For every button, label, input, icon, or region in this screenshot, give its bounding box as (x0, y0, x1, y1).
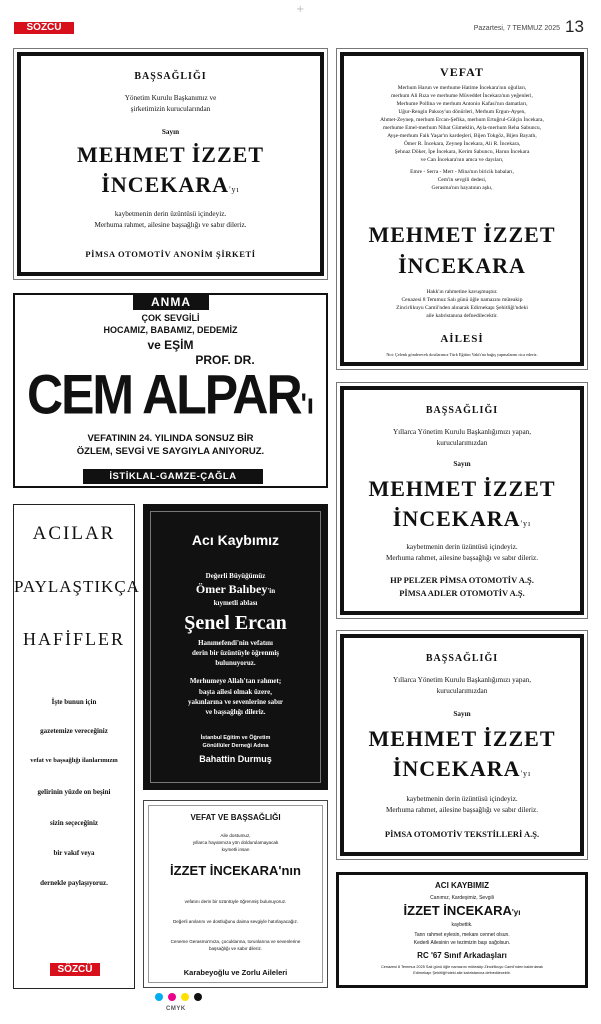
ad-text-line: vefat ve başsağlığı ilanlarımızın (30, 757, 118, 764)
deceased-name: MEHMET İZZET (368, 726, 556, 751)
ad-sub: kaybettik. (451, 922, 473, 928)
cmyk-label: CMYK (166, 1006, 186, 1012)
ad-title: VEFAT (440, 65, 484, 79)
magenta-dot-icon (168, 993, 176, 1001)
ad-line: ÇOK SEVGİLİ (141, 313, 200, 323)
ad-body: Merhuma rahmet, ailesine başsağlığı ve sabır dileriz. (94, 221, 247, 229)
ad-sayin: Sayın (453, 710, 471, 718)
ad-signature: PİMSA OTOMOTİV TEKSTİLLERİ A.Ş. (384, 829, 540, 839)
black-dot-icon (194, 993, 202, 1001)
ad-body: başsağlığı ve sabır dileriz. (208, 946, 263, 951)
ad-signature: Bahattin Durmuş (199, 754, 272, 764)
yellow-dot-icon (181, 993, 189, 1001)
deceased-surname: İNCEKARA (398, 253, 526, 278)
ad-intro: Yıllarca Yönetim Kurulu Başkanlığımızı yapan, (392, 428, 532, 436)
crosshair-icon: + (296, 4, 305, 15)
ad-memorial-cem-alpar (13, 293, 328, 488)
ad-text-line: bir vakıf veya (53, 849, 95, 857)
ad-title: BAŞSAĞLIĞI (134, 71, 207, 82)
ad-signature: PİMSA OTOMOTİV ANONİM ŞİRKETİ (85, 249, 256, 259)
ad-death-notice-family (336, 48, 588, 370)
ad-condolence-hp-pelzer (336, 382, 588, 619)
ad-intro: Yönetim Kurulu Başkanımız ve (124, 94, 217, 102)
ad-body: ÖZLEM, SEVGİ VE SAYGIYLA ANIYORUZ. (76, 446, 265, 457)
ad-intro: kıymetli ablası (213, 599, 258, 607)
ad-body: kaybetmenin derin üzüntüsü içindeyiz. (406, 543, 518, 551)
ad-condolence-pimsa-anonim (13, 48, 328, 280)
deceased-name: İZZET İNCEKARA'yı (403, 903, 521, 918)
deceased-surname: İNCEKARA'yı (101, 172, 240, 197)
ad-heading: ACILAR (32, 523, 116, 544)
ad-signature: İSTİKLAL-GAMZE-ÇAĞLA (83, 469, 263, 484)
header-date: Pazartesi, 7 TEMMUZ 2025 (473, 25, 560, 32)
ad-person: Ömer Balıbey'in (195, 582, 276, 596)
ad-signature: HP PELZER PİMSA OTOMOTİV A.Ş. (390, 575, 534, 585)
ad-text-line: sizin seçeceğiniz (49, 819, 98, 827)
ad-body: Merhuma rahmet, ailesine başsağlığı ve sabır dileriz. (385, 806, 539, 814)
ad-signature: Karabeyoğlu ve Zorlu Aileleri (183, 968, 288, 977)
ad-text-line: gelirinin yüzde on beşini (37, 788, 111, 796)
ad-signature: PİMSA ADLER OTOMOTİV A.Ş. (399, 588, 525, 598)
ad-body: VEFATININ 24. YILINDA SONSUZ BİR (87, 433, 254, 444)
ad-title: ANMA (133, 294, 209, 310)
ad-text-line: dernekle paylaşıyoruz. (40, 879, 108, 887)
ad-title: BAŞSAĞLIĞI (425, 653, 499, 664)
ad-intro: şirketimizin kurucularından (130, 105, 211, 113)
cmyk-color-marks (155, 993, 215, 1003)
ad-body: vefatını derin bir üzüntüyle öğrenmiş bulunuyoruz. (184, 899, 287, 904)
deceased-name: CEM ALPAR'ı (26, 363, 315, 426)
deceased-name: Şenel Ercan (184, 612, 287, 634)
ad-text-line: İşte bunun için (51, 698, 97, 706)
ad-signature: RC '67 Sınıf Arkadaşları (417, 951, 507, 960)
ad-body: Değerli anılarını ve dostluğunu daima sevgiyle hatırlayacağız. (172, 919, 299, 924)
ad-death-condolence-karabeyoglu (143, 800, 328, 988)
ad-title: BAŞSAĞLIĞI (425, 405, 499, 416)
deceased-name: MEHMET İZZET (368, 222, 556, 247)
ad-relatives: Merhum Harun ve merhume Hatime İncekara'nın oğulları, merhum Ali Rıza ve merhume Müveddet İncekara'nın yeğenleri, Merhume Pollina ve merhum Antonio Kafasi'nın damatları, Uğur-Rengin Paksoy'un dönürleri, Merhum Ergun-Ayşen, Ahmet-Zeynep, merhum Ercan-Şefika, merhum Ertuğrul-Gülçin İncekara, merhume Emel-merhum Nihat Gümeklin, Ayla-merhum Reha Sabuncu, Ayşe-merhum Faik Yaşar'ın kardeşleri, Bijen Tokgöz, Bijen Bayatlı, Ömer R. İncekara, Zeynep İncekara, Ali R. İncekara, Şehnaz Döker, İpe İncekara, Kerim Sabuncu, Harun İncekara ve Can İncekara'nın amca ve dayıları, Emre - Serra - Mert - Mina'nın biricik babaları, Cem'in sevgili dedesi, Gerasma'nın hayatının aşkı, (380, 85, 544, 191)
ad-intro: Yıllarca Yönetim Kurulu Başkanlığımızı yapan, (392, 676, 532, 684)
deceased-surname: İNCEKARA'yı (392, 506, 532, 531)
ad-prof-title: PROF. DR. (195, 353, 255, 367)
ad-title: VEFAT VE BAŞSAĞLIĞI (190, 813, 281, 822)
ad-loss-senel-ercan (143, 504, 328, 790)
ad-note: Cenazesi 8 Temmuz 2025 Salı günü öğle namazını müteakip Zincirlikuyu Camii'nden kaldırılarak Edirnekapı Şehitliği'ndeki aile kabristanına defnedilecektir. (381, 965, 543, 975)
deceased-name: İZZET İNCEKARA'nın (170, 863, 301, 878)
ad-sozcu-charity (13, 504, 140, 989)
funeral-info: Hakk'ın rahmetine kavuşmuştur. Cenazesi 8 Temmuz Salı günü öğle namazını müteakip Zincirlikuyu Camii'nden alınarak Edirnekapı Şehitliği'ndeki aile kabristanına defnedilecektir. (396, 289, 528, 319)
ad-loss-rc67 (336, 872, 588, 988)
ad-sayin: Sayın (161, 128, 180, 136)
ad-heading: HAFİFLER (22, 629, 125, 649)
ad-intro: Canımız, Kardeşimiz, Sevgili (430, 895, 494, 901)
deceased-name: MEHMET İZZET (368, 476, 556, 501)
ad-title: ACI KAYBIMIZ (435, 881, 489, 890)
ad-body: Hanımefendi'nin vefatını derin bir üzüntüyle öğrenmiş bulunuyoruz. Merhumeye Allah'tan rahmet; başta ailesi olmak üzere, yakınlarına ve sevenlerine sabır ve başsağlığı dileriz. (187, 639, 284, 716)
ad-title: Acı Kaybımız (191, 532, 280, 548)
ad-note: Not: Çelenk gönderecek dostlarımız Türk Eğitim Vakfı'na bağış yapmalarını rica ederiz. (386, 352, 538, 357)
ad-heading: PAYLAŞTIKÇA (14, 577, 140, 596)
ad-condolence-pimsa-tekstil (336, 630, 588, 860)
ad-intro: kurucularımızdan (436, 439, 488, 447)
ad-text-line: gazetemize vereceğiniz (40, 727, 108, 735)
ad-intro: Aile dostumuz, yıllarca hayatımıza yön doldurulamayacak kıymetli insan (192, 833, 279, 852)
ad-org: İstanbul Eğitim ve Öğretim Gönüllüler Derneği Adına (200, 735, 271, 750)
deceased-surname: İNCEKARA'yı (392, 756, 532, 781)
sozcu-logo: SÖZCÜ (50, 963, 100, 976)
ad-intro: kurucularımızdan (436, 687, 488, 695)
ad-sayin: Sayın (453, 460, 471, 468)
cyan-dot-icon (155, 993, 163, 1001)
ad-body: Ceneme Gerasma'mıza, çocuklarına, torunlarına ve sevenlerine (170, 939, 301, 944)
masthead-logo[interactable]: SÖZCÜ (14, 22, 74, 34)
page-number: 13 (565, 17, 584, 36)
ad-line: HOCAMIZ, BABAMIZ, DEDEMİZ (103, 325, 238, 335)
ad-body: Merhuma rahmet, ailesine başsağlığı ve sabır dileriz. (385, 554, 539, 562)
ad-intro: Değerli Büyüğümüz (205, 572, 266, 580)
ad-body: Tanrı rahmet eylesin, mekanı cennet olsun. Kederli Ailesinin ve tezimizin başı sağolsun. (413, 932, 511, 946)
deceased-name: MEHMET İZZET (76, 142, 265, 167)
ad-body: kaybetmenin derin üzüntüsü içindeyiz. (406, 795, 518, 803)
ad-line: ve EŞİM (147, 338, 194, 352)
ad-signature: AİLESİ (440, 333, 484, 345)
ad-body: kaybetmenin derin üzüntüsü içindeyiz. (114, 210, 227, 218)
